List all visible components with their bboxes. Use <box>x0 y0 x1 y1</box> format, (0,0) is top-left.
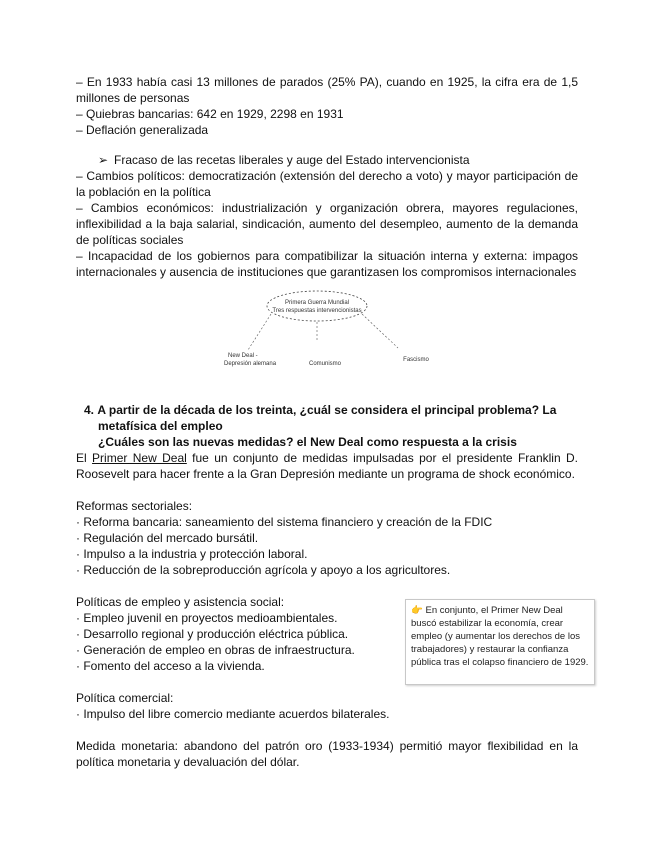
primer-new-deal-link[interactable]: Primer New Deal <box>92 451 187 465</box>
intro-line: – Quiebras bancarias: 642 en 1929, 2298 en 1931 <box>76 107 344 121</box>
intro-line: – En 1933 había casi 13 millones de parados (25% PA), cuando en 1925, la cifra era de 1,5 millones de personas <box>76 75 578 105</box>
question-2-pre: ¿Cuáles son las nuevas medidas? el <box>98 435 311 449</box>
pointing-hand-icon: 👉 <box>411 605 423 616</box>
callout-text: En conjunto, el Primer New Deal buscó estabilizar la economía, crear empleo (y aumentar los derechos de los trabajadores) y restaurar la confianza pública tras el colapso financiero de 1929. <box>411 605 589 668</box>
list-item: · Impulso a la industria y protección laboral. <box>76 547 308 561</box>
diagram-right: Fascismo <box>403 357 429 363</box>
diagram-left-line1: New Deal - <box>228 353 258 359</box>
list-item: · Generación de empleo en obras de infraestructura. <box>76 643 355 657</box>
diagram-svg <box>76 286 578 372</box>
diagram-connector <box>362 314 398 348</box>
intro-pre: El <box>76 451 93 465</box>
intro-post: fue un conjunto de medidas impulsadas por el presidente Franklin D. Roosevelt para hacer frente a la Gran Depresión mediante un programa de shock económico. <box>76 451 578 481</box>
monetaria-paragraph: Medida monetaria: abandono del patrón oro (1933-1934) permitió mayor flexibilidad en la política monetaria y devaluación del dólar. <box>76 739 578 769</box>
diagram-ellipse <box>267 291 367 321</box>
list-item: · Regulación del mercado bursátil. <box>76 531 259 545</box>
list-item: · Empleo juvenil en proyectos medioambientales. <box>76 611 338 625</box>
list-item: · Impulso del libre comercio mediante acuerdos bilaterales. <box>76 707 390 721</box>
diagram-middle: Comunismo <box>308 361 342 367</box>
bullet-text: Fracaso de las recetas liberales y auge del Estado intervencionista <box>114 153 470 167</box>
list-item: · Reforma bancaria: saneamiento del sistema financiero y creación de la FDIC <box>76 515 493 529</box>
responses-diagram <box>76 286 578 372</box>
change-paragraph: – Cambios políticos: democratización (extensión del derecho a voto) y mayor participación de la población en la política <box>76 169 578 199</box>
change-paragraph: – Incapacidad de los gobiernos para compatibilizar la situación interna y externa: impagos internacionales y ausencia de instituciones que garantizasen los compromisos internacionales <box>76 249 578 279</box>
intro-line: – Deflación generalizada <box>76 123 209 137</box>
list-item: · Fomento del acceso a la vivienda. <box>76 659 265 673</box>
question-2-post: como respuesta a la crisis <box>363 435 517 449</box>
diagram-connector <box>248 314 271 350</box>
question-1-line2: metafísica del empleo <box>98 419 223 433</box>
diagram-left-line2: Depresión alemana <box>224 361 277 367</box>
diagram-center-line1: Primera Guerra Mundial <box>284 300 350 306</box>
section-heading <box>76 402 578 450</box>
question-1-line1: A partir de la década de los treinta, ¿cuál se considera el principal problema? La <box>97 403 557 417</box>
section-number: 4. <box>84 403 95 417</box>
arrow-bullet <box>76 152 578 168</box>
empleo-title: Políticas de empleo y asistencia social: <box>76 595 285 609</box>
comercial-title: Política comercial: <box>76 691 174 705</box>
reformas-title: Reformas sectoriales: <box>76 499 193 513</box>
change-paragraph: – Cambios económicos: industrialización y organización obrera, mayores regulaciones, inflexibilidad a la baja salarial, sindicación, aumento del desempleo, aumento de la demanda de políticas sociales <box>76 201 578 247</box>
list-item: · Desarrollo regional y producción eléctrica pública. <box>76 627 349 641</box>
list-item: · Reducción de la sobreproducción agrícola y apoyo a los agricultores. <box>76 563 451 577</box>
arrow-icon: ➢ <box>98 153 109 167</box>
diagram-center-line2: Tres respuestas intervencionistas <box>272 308 362 314</box>
new-deal-intro <box>76 450 578 482</box>
summary-callout <box>405 599 595 685</box>
question-2 <box>76 434 578 450</box>
question-2-newdeal: New Deal <box>310 435 364 449</box>
